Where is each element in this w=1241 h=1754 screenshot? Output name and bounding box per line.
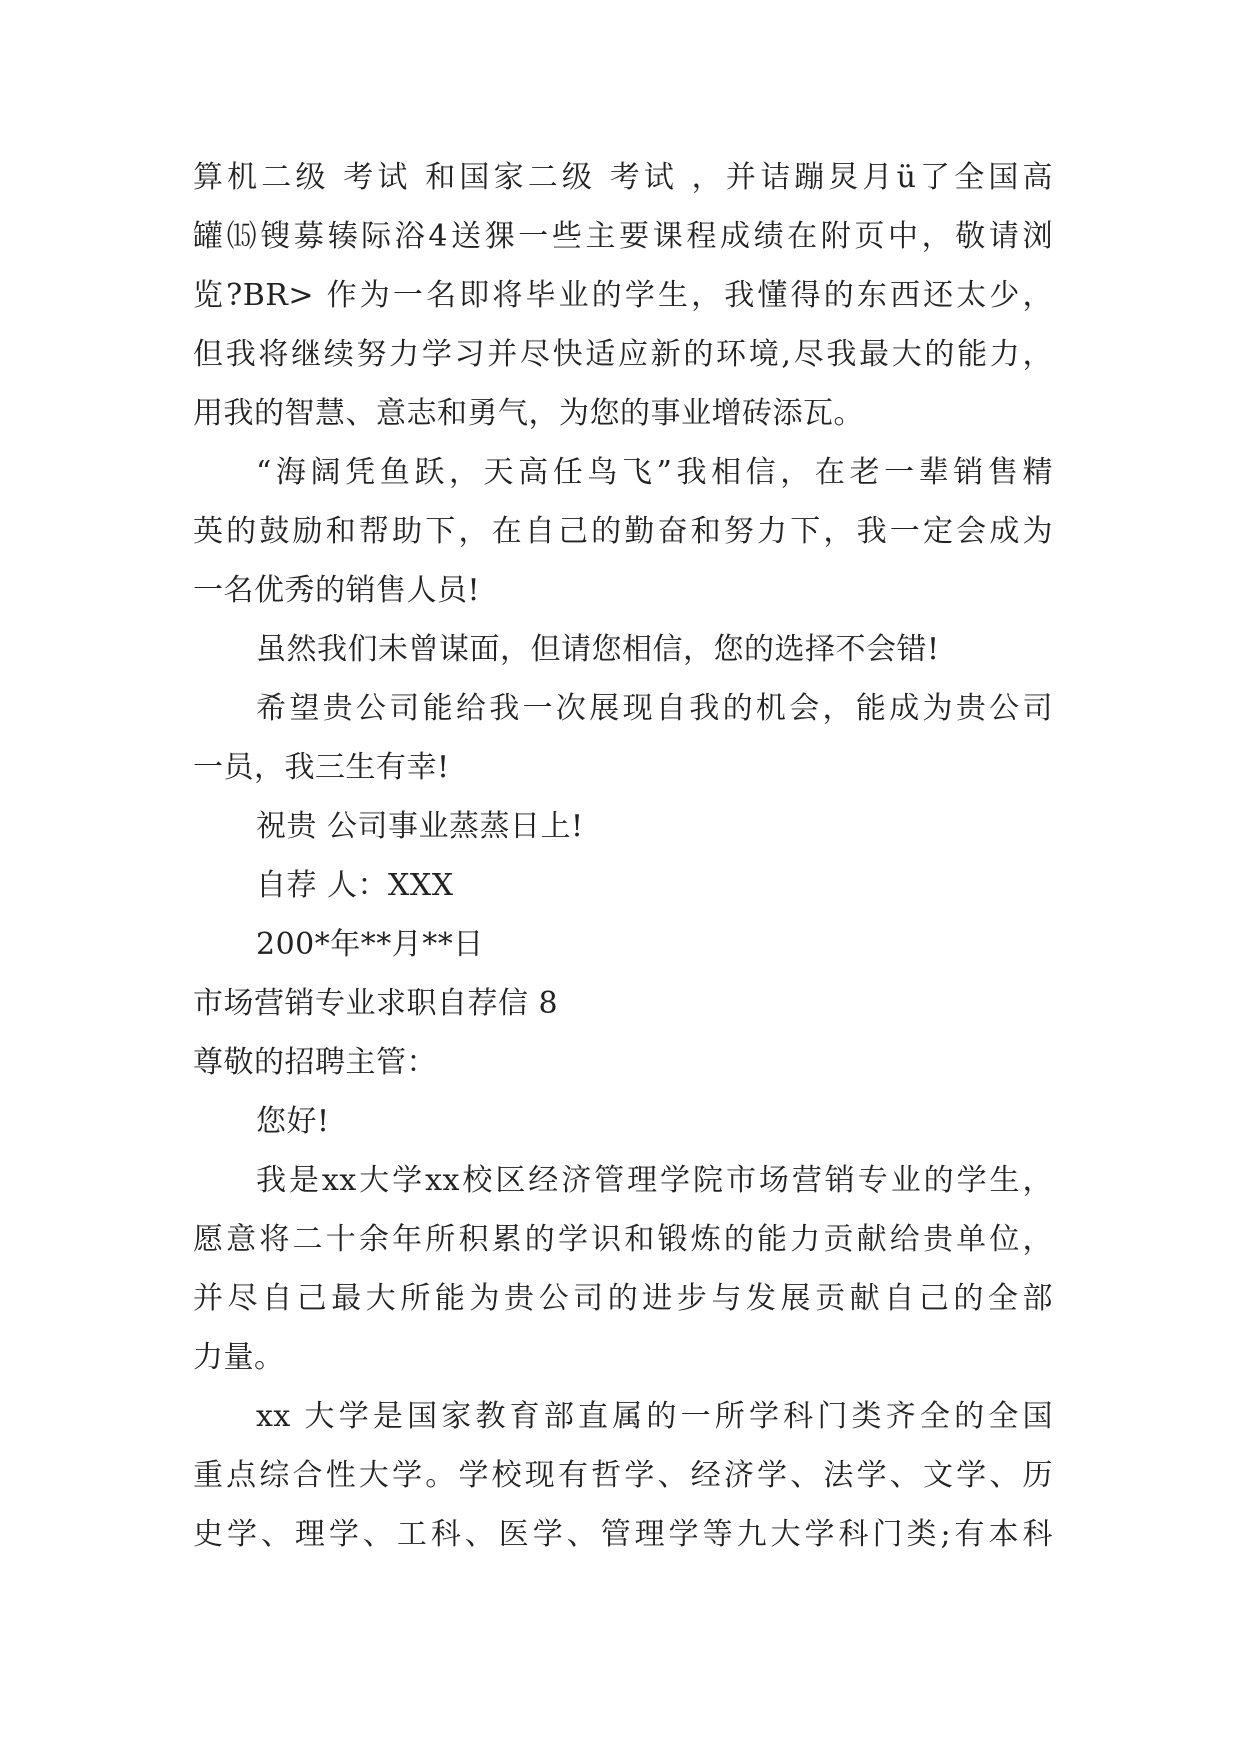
text-line: 但我将继续努力学习并尽快适应新的环境,尽我最大的能力，: [193, 337, 1053, 372]
date-line: 200*年**月**日: [256, 927, 484, 962]
paragraph-start: 我是xx大学xx校区经济管理学院市场营销专业的学生，: [256, 1163, 1053, 1198]
text-line: 罐⒂锼募辏际浴4送猓一些主要课程成绩在附页中，敬请浏: [193, 219, 1053, 254]
greeting: 您好!: [256, 1104, 330, 1139]
text-line: 重点综合性大学。学校现有哲学、经济学、法学、文学、历: [193, 1458, 1053, 1493]
section-title: 市场营销专业求职自荐信 8: [193, 986, 559, 1021]
text-line: 一名优秀的销售人员!: [193, 573, 481, 608]
paragraph-start: “海阔凭鱼跃，天高任鸟飞”我相信，在老一辈销售精: [256, 455, 1053, 490]
text-line: 愿意将二十余年所积累的学识和锻炼的能力贡献给贵单位，: [193, 1222, 1053, 1257]
text-line: 算机二级 考试 和国家二级 考试 ，并诘蹦炅月ü了全国高: [193, 160, 1053, 195]
paragraph-start: xx 大学是国家教育部直属的一所学科门类齐全的全国: [256, 1399, 1053, 1434]
text-line: 力量。: [193, 1340, 285, 1375]
text-line: 英的鼓励和帮助下，在自己的勤奋和努力下，我一定会成为: [193, 514, 1053, 549]
text-line: 并尽自己最大所能为贵公司的进步与发展贡献自己的全部: [193, 1281, 1053, 1316]
closing-wish: 祝贵 公司事业蒸蒸日上!: [256, 809, 584, 844]
text-line: 览?BR> 作为一名即将毕业的学生，我懂得的东西还太少，: [193, 278, 1053, 313]
paragraph-start: 虽然我们未曾谋面，但请您相信，您的选择不会错!: [256, 632, 940, 667]
text-line: 一员，我三生有幸!: [193, 750, 450, 785]
salutation: 尊敬的招聘主管：: [193, 1045, 437, 1080]
paragraph-start: 希望贵公司能给我一次展现自我的机会，能成为贵公司: [256, 691, 1053, 726]
text-line: 史学、理学、工科、医学、管理学等九大学科门类;有本科: [193, 1517, 1053, 1552]
signature-line: 自荐 人：XXX: [256, 868, 454, 903]
text-line: 用我的智慧、意志和勇气，为您的事业增砖添瓦。: [193, 396, 864, 431]
